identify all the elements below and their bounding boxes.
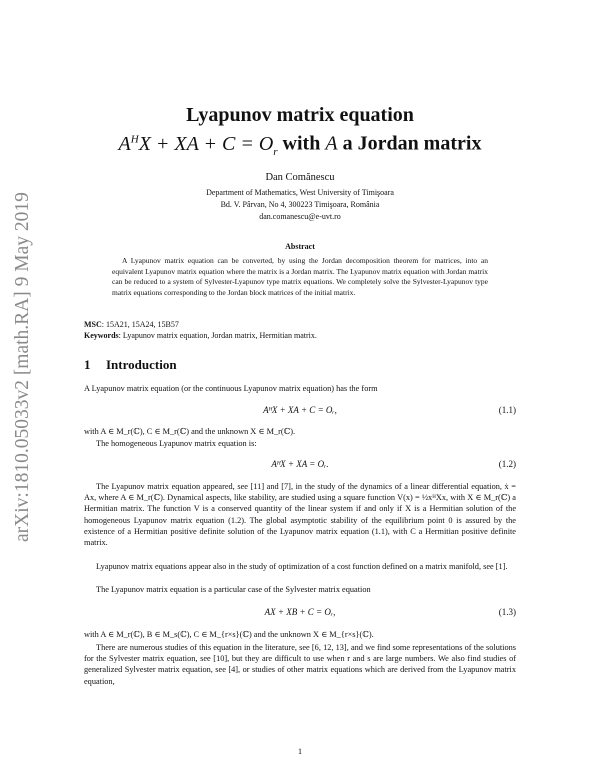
keywords-line: Keywords: Lyapunov matrix equation, Jordan matrix, Hermitian matrix. — [84, 331, 317, 340]
paragraph: The Lyapunov matrix equation appeared, see [11] and [7], in the study of the dynamics of a linear differential equation, ẋ = Ax, where A ∈ M_r(ℂ). Dynamical aspects, like stability, are studied using a square function V(x) = ½xᴴXx, with X ∈ M_r(ℂ) a Hermitian matrix. The function V is a conserved quantity of the linear system if and only if X is a Hermitian solution of the homogeneous Lyapunov matrix equation (1.2). The global asymptotic stability of the equilibrium point 0 is assured by the existence of a Hermitian positive definite solution of the Lyapunov matrix equation (1.1), with C a Hermitian positive definite matrix. — [84, 482, 516, 548]
page-number: 1 — [297, 746, 303, 756]
paragraph: Lyapunov matrix equations appear also in the study of optimization of a cost function defined on a matrix manifold, see [1]. — [96, 562, 508, 571]
paragraph: with A ∈ M_r(ℂ), B ∈ M_s(ℂ), C ∈ M_{r×s}(ℂ) and the unknown X ∈ M_{r×s}(ℂ). — [84, 630, 374, 639]
abstract-text: A Lyapunov matrix equation can be converted, by using the Jordan decomposition theorem for matrices, into an equivalent Lyapunov matrix equation where the matrix is a Jordan matrix. The Lyapunov matrix equation with Jordan matrix can be reduced to a system of Sylvester-Lyapunov type matrix equations. We completely solve the Sylvester-Lyapunov type matrix equations corresponding to the Jordan block matrices of the initial matrix. — [112, 256, 488, 297]
equation-1-2: AᴴX + XA = Oᵣ. (1.2) — [271, 459, 516, 469]
paragraph: A Lyapunov matrix equation (or the continuous Lyapunov matrix equation) has the form — [84, 384, 378, 393]
paragraph: The homogeneous Lyapunov matrix equation is: — [96, 439, 257, 448]
equation-number: (1.1) — [498, 405, 516, 415]
paper-title-line1: Lyapunov matrix equation — [186, 104, 414, 126]
equation-1-1: AᴴX + XA + C = Oᵣ, (1.1) — [263, 405, 516, 415]
equation-number: (1.2) — [498, 459, 516, 469]
affiliation-department: Department of Mathematics, West University of Timişoara — [206, 188, 394, 197]
paragraph: The Lyapunov matrix equation is a particular case of the Sylvester matrix equation — [96, 585, 371, 594]
section-heading — [84, 357, 177, 373]
arxiv-side-stamp — [12, 172, 38, 542]
affiliation-address: Bd. V. Pârvan, No 4, 300223 Timişoara, România — [220, 200, 380, 209]
paragraph: There are numerous studies of this equation in the literature, see [6, 12, 13], and we find some representations of the solutions for the Sylvester matrix equation, see [10], but they are difficult to use when r and s are large numbers. We also find studies of generalized Sylvester matrix equation, see [4], or studies of other matrix equations which are derived from the Lyapunov matrix equation, — [84, 643, 516, 686]
paragraph: with A ∈ M_r(ℂ), C ∈ M_r(ℂ) and the unknown X ∈ M_r(ℂ). — [84, 427, 296, 436]
title-equation: $A^HX$ + XA + $C = O_r$ — [118, 132, 278, 158]
abstract-heading: Abstract — [285, 242, 315, 251]
author-name: Dan Comănescu — [265, 172, 335, 183]
equation-1-3: AX + XB + C = Oᵣ, (1.3) — [264, 607, 516, 617]
author-email: dan.comanescu@e-uvt.ro — [259, 212, 341, 221]
paper-title-line2: $A^HX$ + XA + $C = O_r$ with A a Jordan matrix — [118, 132, 482, 158]
msc-line: MSC: 15A21, 15A24, 15B57 — [84, 320, 179, 329]
equation-number: (1.3) — [498, 607, 516, 617]
section-number: 1 — [84, 357, 91, 372]
section-title: Introduction — [106, 357, 177, 372]
arxiv-identifier: arXiv:1810.05033v2 [math.RA] 9 May 2019 — [12, 192, 33, 542]
